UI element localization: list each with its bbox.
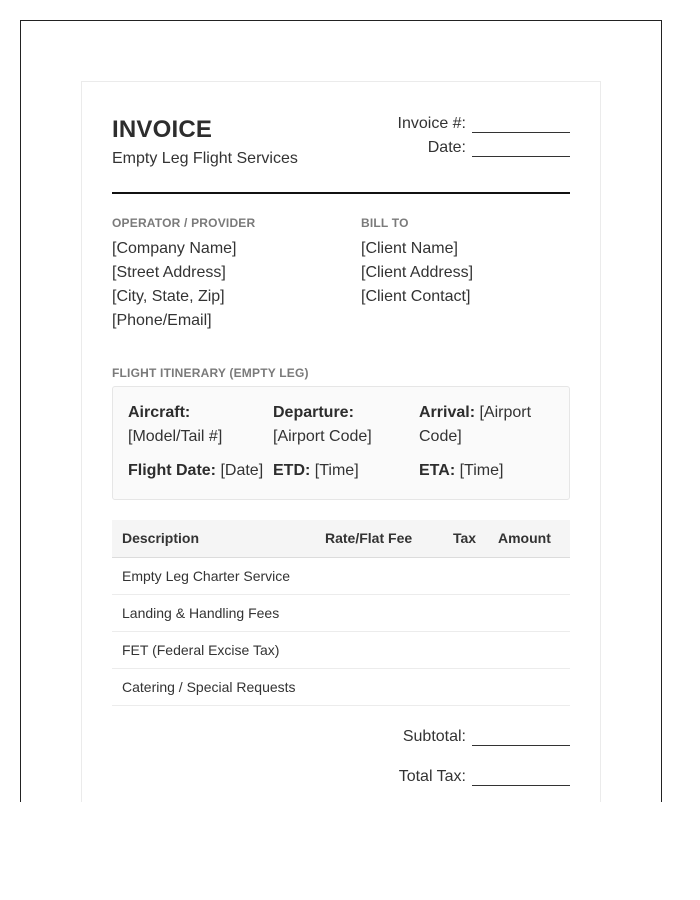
header-tax: Tax <box>453 520 498 557</box>
operator-line: [City, State, Zip] <box>112 288 225 305</box>
aircraft-field <box>128 401 268 449</box>
invoice-number-label: Invoice #: <box>397 115 466 132</box>
total-tax-label: Total Tax: <box>398 768 466 785</box>
etd-value: [Time] <box>314 462 359 479</box>
row-description: Empty Leg Charter Service <box>112 557 325 594</box>
invoice-card <box>81 81 601 802</box>
etd-field <box>273 459 413 483</box>
line-items-table <box>112 520 570 706</box>
arrival-label: Arrival: <box>419 404 476 421</box>
invoice-date-label: Date: <box>427 139 466 156</box>
row-amount <box>498 594 570 631</box>
row-tax <box>453 557 498 594</box>
eta-value: [Time] <box>459 462 504 479</box>
eta-label: ETA: <box>419 462 456 479</box>
table-row <box>112 594 570 631</box>
row-tax <box>453 631 498 668</box>
aircraft-value: [Model/Tail #] <box>128 428 223 445</box>
row-description: Landing & Handling Fees <box>112 594 325 631</box>
bill-to-line: [Client Contact] <box>361 288 471 305</box>
arrival-field <box>419 401 559 449</box>
arrival-value: [Airport Code] <box>419 404 532 445</box>
operator-line: [Phone/Email] <box>112 312 212 329</box>
itinerary-section-label: FLIGHT ITINERARY (EMPTY LEG) <box>112 366 309 380</box>
row-rate <box>325 594 453 631</box>
row-description: FET (Federal Excise Tax) <box>112 631 325 668</box>
bill-to-address <box>361 237 473 309</box>
aircraft-label: Aircraft: <box>128 404 191 421</box>
total-tax-field <box>399 768 570 786</box>
subtotal-label: Subtotal: <box>402 728 466 745</box>
header-amount: Amount <box>498 520 570 557</box>
table-row <box>112 631 570 668</box>
document-page <box>20 20 662 802</box>
invoice-title: INVOICE <box>112 116 213 143</box>
departure-value: [Airport Code] <box>273 428 372 445</box>
flight-date-label: Flight Date: <box>128 462 216 479</box>
header-divider <box>112 192 570 194</box>
header-description: Description <box>112 520 325 557</box>
total-tax-blank <box>472 772 570 786</box>
invoice-subtitle: Empty Leg Flight Services <box>112 150 298 167</box>
invoice-date-blank <box>472 143 570 157</box>
row-rate <box>325 631 453 668</box>
operator-address <box>112 237 237 333</box>
operator-line: [Street Address] <box>112 264 226 281</box>
row-description: Catering / Special Requests <box>112 668 325 705</box>
row-rate <box>325 557 453 594</box>
row-amount <box>498 557 570 594</box>
bill-to-line: [Client Name] <box>361 240 458 257</box>
row-tax <box>453 668 498 705</box>
invoice-number-field <box>398 115 570 133</box>
bill-to-line: [Client Address] <box>361 264 474 281</box>
flight-date-field <box>128 459 273 483</box>
eta-field <box>419 459 559 483</box>
row-amount <box>498 631 570 668</box>
subtotal-blank <box>472 732 570 746</box>
bill-to-section-label: BILL TO <box>361 216 409 230</box>
table-row <box>112 668 570 705</box>
row-rate <box>325 668 453 705</box>
row-tax <box>453 594 498 631</box>
operator-section-label: OPERATOR / PROVIDER <box>112 216 256 230</box>
operator-line: [Company Name] <box>112 240 237 257</box>
header-rate: Rate/Flat Fee <box>325 520 453 557</box>
departure-label: Departure: <box>273 404 354 421</box>
table-row <box>112 557 570 594</box>
invoice-date-field <box>428 139 570 157</box>
table-header-row <box>112 520 570 557</box>
subtotal-field <box>403 728 570 746</box>
flight-date-value: [Date] <box>220 462 264 479</box>
etd-label: ETD: <box>273 462 311 479</box>
row-amount <box>498 668 570 705</box>
departure-field <box>273 401 413 449</box>
invoice-number-blank <box>472 119 570 133</box>
itinerary-box <box>112 386 570 500</box>
